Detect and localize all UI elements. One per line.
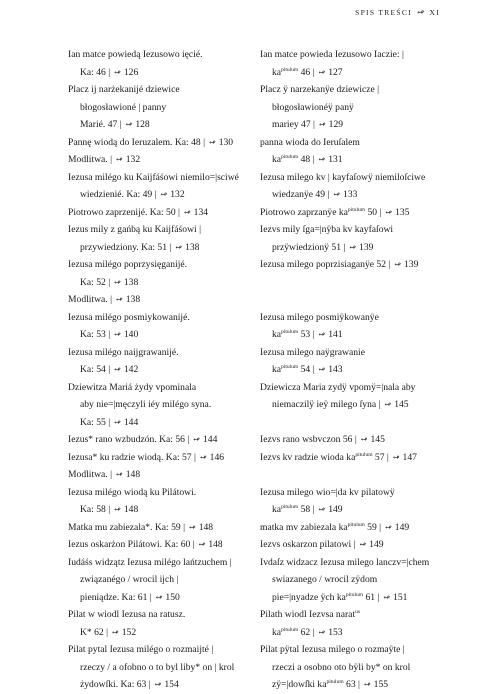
toc-line — [68, 379, 273, 397]
toc-line-text: swiazanego / wrocil zÿdom — [272, 574, 378, 585]
superscript-abbreviation: pitulum — [345, 591, 364, 598]
section-mark-icon: ↫ — [417, 7, 425, 17]
running-head — [355, 7, 440, 18]
section-mark-icon: ↫ — [347, 242, 359, 252]
page-reference: 130 — [218, 136, 234, 148]
page-reference: 133 — [343, 189, 358, 200]
toc-line-text: panna wioda do Ieruſalem — [260, 136, 360, 148]
toc-line — [68, 204, 273, 222]
toc-line — [68, 239, 273, 257]
page-reference: 149 — [394, 521, 410, 533]
section-mark-icon: ↫ — [152, 680, 164, 689]
toc-line-text: aby nie=|męczyli iéy milégo syna. — [80, 399, 212, 410]
toc-line — [260, 221, 465, 239]
page-reference: 144 — [123, 416, 139, 428]
toc-line-suffix: 61 | — [363, 591, 380, 603]
toc-line-text: Piotrowo zaprzanÿe ka — [260, 206, 348, 218]
toc-line-text: zÿ=|dowſki ka — [272, 679, 327, 690]
superscript-abbreviation: pitulum — [281, 503, 299, 510]
toc-line — [260, 519, 465, 537]
toc-line — [68, 344, 273, 362]
toc-line-text: Iezvs mily ſga=|nÿba kv kayfaſowi — [260, 224, 394, 235]
toc-line — [68, 431, 273, 449]
toc-line-text: Iezusa milego naÿgrawanie — [260, 346, 365, 358]
toc-line-text: błogosławionéÿ panÿ — [272, 101, 354, 113]
section-mark-icon: ↫ — [112, 330, 123, 339]
page-reference: 148 — [208, 539, 223, 550]
toc-line-text: matka mv zabiezala ka — [260, 521, 348, 533]
superscript-abbreviation: pitulum — [347, 206, 366, 213]
toc-line — [68, 676, 273, 694]
page-reference: 148 — [123, 504, 139, 515]
toc-line-text: Piotrowo zaprzenijé. Ka: 50 | — [68, 206, 180, 218]
toc-line — [68, 326, 273, 344]
section-mark-icon: ↫ — [392, 260, 404, 269]
page-reference: 127 — [328, 66, 343, 78]
toc-line-text: niemaczilÿ ieÿ milego ſyna | — [272, 399, 381, 410]
superscript-abbreviation: pitulum — [355, 451, 373, 458]
page-reference: 145 — [394, 399, 409, 410]
toc-line — [68, 134, 273, 152]
toc-line-text: Iudáśs widzątz Iezusa milégo lańtzuchem | — [68, 556, 232, 568]
toc-line-text: Iezusa milégo posmiykowanijé. — [68, 311, 190, 323]
toc-line-text: Iezusa milégo naijgrawanijé. — [68, 346, 179, 358]
toc-line — [260, 186, 465, 204]
toc-line-suffix: 54 | — [298, 364, 315, 375]
toc-line-text: związanégo / wrocil ijch | — [80, 574, 179, 585]
section-mark-icon: ↫ — [112, 277, 123, 287]
toc-line-text: Iezusa* ku radzie wiodą. Ka: 57 | — [68, 451, 196, 463]
toc-line — [68, 659, 273, 677]
toc-line-text: Iezvs rano wsbvczon 56 | — [260, 434, 357, 445]
toc-line-text: Placz ij narżekanijé dziewice — [68, 84, 180, 95]
toc-line — [68, 309, 273, 327]
toc-line — [260, 116, 465, 134]
toc-line-text: Pilat pÿtal Iezusa milego o rozmaÿte | — [260, 644, 405, 655]
page-reference: 146 — [209, 451, 225, 463]
toc-line — [260, 46, 465, 64]
toc-column-right — [260, 46, 465, 694]
toc-line-text: przywiedziony. Ka: 51 | — [80, 241, 172, 253]
toc-line-text: Ka: 52 | — [80, 276, 111, 288]
toc-line — [260, 204, 465, 222]
toc-line — [260, 291, 465, 309]
section-mark-icon: ↫ — [112, 365, 123, 374]
toc-line-suffix: 62 | — [298, 626, 315, 638]
superscript-abbreviation: pitulum — [281, 328, 299, 335]
toc-line-text: Iezusa milego poprzisiaganÿe 52 | — [260, 259, 391, 270]
toc-line-text: Iezusa milégo poprzysięganijé. — [68, 259, 188, 270]
toc-line — [68, 449, 273, 467]
toc-line — [68, 414, 273, 432]
section-mark-icon: ↫ — [316, 365, 328, 374]
section-mark-icon: ↫ — [316, 67, 328, 77]
toc-line-text: Ka: 54 | — [80, 364, 111, 375]
toc-line-text: Iezusa milégo wiodą ku Pilátowi. — [68, 486, 197, 498]
section-mark-icon: ↫ — [357, 540, 369, 549]
toc-line-text: Iezusa milego wio=|da kv pilatowÿ — [260, 486, 395, 498]
toc-line-text: Matka mu zabiezala*. Ka: 59 | — [68, 521, 185, 533]
section-mark-icon: ↫ — [158, 190, 170, 199]
section-mark-icon: ↫ — [316, 155, 328, 164]
page-reference: 155 — [373, 679, 389, 690]
toc-line-text: K* 62 | — [80, 626, 109, 638]
page-reference: 147 — [402, 451, 417, 463]
toc-line — [260, 589, 465, 607]
toc-line — [68, 396, 273, 414]
toc-line — [68, 221, 273, 239]
page-reference: 151 — [393, 591, 408, 603]
section-mark-icon: ↫ — [207, 137, 218, 147]
section-mark-icon: ↫ — [173, 242, 185, 252]
toc-line — [260, 274, 465, 292]
section-mark-icon: ↫ — [390, 452, 402, 462]
toc-line-suffix: 63 | — [343, 679, 360, 690]
toc-line — [260, 99, 465, 117]
section-mark-icon: ↫ — [316, 120, 328, 129]
page-reference: 139 — [359, 241, 374, 253]
toc-line — [260, 466, 465, 484]
running-head-title: SPIS TREŚCI — [355, 8, 412, 17]
toc-line-suffix: 50 | — [365, 206, 382, 218]
toc-line — [68, 361, 273, 379]
toc-line — [68, 186, 273, 204]
toc-line-text: Marié. 47 | — [80, 119, 122, 130]
section-mark-icon: ↫ — [112, 67, 123, 77]
toc-line — [260, 309, 465, 327]
page-reference: 153 — [328, 626, 343, 638]
page-reference: 128 — [135, 119, 150, 130]
page-reference: 126 — [123, 66, 139, 78]
superscript-abbreviation: pitulum — [281, 66, 299, 73]
section-mark-icon: ↫ — [191, 435, 202, 444]
toc-line-text: Iezus mily z gańbą ku Kaijfáśowi | — [68, 224, 201, 235]
toc-line — [68, 571, 273, 589]
toc-line — [260, 624, 465, 642]
section-mark-icon: ↫ — [112, 505, 123, 514]
toc-line-text: wiedzienié. Ka: 49 | — [80, 189, 157, 200]
section-mark-icon: ↫ — [316, 505, 328, 514]
toc-line-suffix: 59 | — [364, 521, 382, 533]
toc-line — [68, 624, 273, 642]
page-reference: 138 — [123, 276, 139, 288]
toc-line-suffix: 58 | — [298, 504, 315, 515]
toc-line — [68, 64, 273, 82]
page-reference: 152 — [121, 626, 137, 638]
toc-line-text: Modlitwa. | — [68, 469, 113, 480]
toc-line-suffix: 48 | — [298, 154, 315, 165]
toc-line — [68, 99, 273, 117]
toc-line — [68, 116, 273, 134]
toc-column-left — [68, 46, 273, 694]
page-number: XI — [429, 8, 440, 17]
toc-line-text: Iezusa milego posmiÿkowanÿe — [260, 311, 379, 323]
toc-line — [68, 641, 273, 659]
toc-line-text: ka — [272, 329, 282, 340]
toc-line — [260, 414, 465, 432]
superscript-abbreviation: us — [355, 608, 360, 615]
section-mark-icon: ↫ — [112, 417, 123, 427]
toc-line — [260, 606, 465, 624]
section-mark-icon: ↫ — [110, 627, 121, 637]
page-reference: 149 — [369, 539, 384, 550]
page-reference: 135 — [395, 206, 410, 218]
toc-line — [260, 326, 465, 344]
page-reference: 132 — [170, 189, 185, 200]
toc-line-text: Dziewitza Mariá żydy vpominala — [68, 381, 197, 393]
page-reference: 129 — [328, 119, 344, 130]
toc-line-text: pie=|nyadze ÿch ka — [272, 591, 346, 603]
toc-line-text: Iezusa milego kv | kayfaſowÿ niemiloſciwe — [260, 171, 426, 183]
section-mark-icon: ↫ — [331, 190, 343, 199]
section-mark-icon: ↫ — [153, 592, 165, 602]
toc-line-text: Pilat w wiodl Iezusa na ratusz. — [68, 609, 186, 620]
toc-line-text: Pilat pytal Iezusa milégo o rozmaijté | — [68, 644, 214, 655]
toc-line-text: ka — [272, 504, 282, 515]
toc-line-text: Iezusa milégo ku Kaijfáśowi niemilo=|sciwé — [68, 171, 239, 183]
page-reference: 142 — [123, 364, 139, 375]
toc-line — [260, 81, 465, 99]
section-mark-icon: ↫ — [383, 207, 395, 217]
toc-line — [68, 519, 273, 537]
toc-line-text: Dziewicza Maria zydÿ vpomÿ=|nala aby — [260, 381, 416, 393]
toc-line — [260, 484, 465, 502]
toc-line — [260, 659, 465, 677]
section-mark-icon: ↫ — [361, 680, 373, 689]
page-reference: 140 — [123, 329, 139, 340]
page-reference: 131 — [328, 154, 343, 165]
superscript-abbreviation: pitulum — [347, 521, 365, 528]
section-mark-icon: ↫ — [316, 330, 328, 339]
toc-line-text: ka — [272, 626, 282, 638]
page-reference: 144 — [202, 434, 218, 445]
toc-line — [68, 291, 273, 309]
toc-line — [260, 571, 465, 589]
toc-line — [68, 81, 273, 99]
toc-line-text: Pilath wiodl Iezvsa narat — [260, 609, 356, 620]
toc-line — [68, 46, 273, 64]
toc-line — [260, 536, 465, 554]
toc-line-text: błogosławioné | panny — [80, 101, 167, 113]
section-mark-icon: ↫ — [381, 592, 393, 602]
toc-line-text: Ka: 46 | — [80, 66, 111, 78]
page-reference: 148 — [125, 469, 141, 480]
section-mark-icon: ↫ — [316, 627, 328, 637]
toc-line — [260, 501, 465, 519]
toc-line-suffix: 53 | — [298, 329, 315, 340]
page-reference: 139 — [404, 259, 419, 270]
toc-line-text: Modlitwa. | — [68, 154, 113, 165]
section-mark-icon: ↫ — [123, 120, 135, 129]
section-mark-icon: ↫ — [382, 400, 394, 409]
toc-line — [260, 676, 465, 694]
toc-line — [68, 536, 273, 554]
toc-line — [68, 256, 273, 274]
toc-line-text: ka — [272, 66, 282, 78]
toc-line-text: rzeczy / a ofobno o to byl liby* on | krol — [80, 661, 235, 673]
toc-line-text: Iezus oskarżon Pilátowi. Ka: 60 | — [68, 539, 195, 550]
toc-line-text: Modlitwa. | — [68, 294, 113, 305]
superscript-abbreviation: pitulum — [326, 678, 344, 685]
page-reference: 150 — [165, 591, 180, 603]
section-mark-icon: ↫ — [196, 540, 208, 549]
toc-line-text: Iezvs oskarzon pilatowi | — [260, 539, 356, 550]
toc-line-text: Ka: 55 | — [80, 416, 111, 428]
toc-line-text: Iezus* rano wzbudzón. Ka: 56 | — [68, 434, 190, 445]
page-reference: 148 — [198, 521, 214, 533]
toc-line-text: Pannę wiodą do Ieruzalem. Ka: 48 | — [68, 136, 205, 148]
toc-line — [260, 64, 465, 82]
page-reference: 143 — [328, 364, 343, 375]
section-mark-icon: ↫ — [114, 470, 125, 479]
toc-line — [260, 134, 465, 152]
toc-line-text: mariey 47 | — [272, 119, 315, 130]
page-reference: 154 — [164, 679, 179, 690]
toc-line-text: Ivdaſz widzacz Iezusa milego lanczv=|chem — [260, 556, 430, 568]
superscript-abbreviation: pitulum — [281, 363, 299, 370]
toc-line — [68, 589, 273, 607]
toc-line — [260, 169, 465, 187]
toc-line — [260, 554, 465, 572]
toc-line — [260, 641, 465, 659]
toc-line-text: Ian matce powiedą Iezusowo ięcié. — [68, 49, 203, 60]
superscript-abbreviation: pitulum — [281, 153, 299, 160]
toc-line-text: żydowſki. Ka: 63 | — [80, 679, 151, 690]
toc-line-text: ka — [272, 364, 282, 375]
section-mark-icon: ↫ — [114, 155, 125, 164]
section-mark-icon: ↫ — [181, 207, 193, 217]
toc-line — [260, 344, 465, 362]
section-mark-icon: ↫ — [383, 522, 394, 532]
toc-line — [260, 431, 465, 449]
toc-line — [68, 554, 273, 572]
toc-line — [68, 466, 273, 484]
page-reference: 145 — [370, 434, 385, 445]
page-reference: 134 — [193, 206, 209, 218]
toc-line — [260, 449, 465, 467]
toc-line — [68, 169, 273, 187]
toc-line-text: rzeczi a osobno oto bÿli by* on krol — [272, 661, 411, 673]
toc-line-text: Ka: 58 | — [80, 504, 111, 515]
toc-line-suffix: 57 | — [372, 451, 389, 463]
section-mark-icon: ↫ — [197, 452, 209, 462]
toc-line — [68, 606, 273, 624]
toc-line — [68, 501, 273, 519]
toc-line-suffix: 46 | — [298, 66, 315, 78]
toc-line — [68, 484, 273, 502]
toc-line — [260, 361, 465, 379]
toc-line — [260, 396, 465, 414]
superscript-abbreviation: pitulum — [281, 626, 299, 633]
toc-line — [260, 239, 465, 257]
toc-line — [260, 151, 465, 169]
toc-line-text: przÿwiedzionÿ 51 | — [272, 241, 346, 253]
page-reference: 138 — [125, 294, 141, 305]
toc-line — [260, 256, 465, 274]
toc-line — [68, 274, 273, 292]
toc-line-text: pieniądze. Ka: 61 | — [80, 591, 152, 603]
page-reference: 138 — [185, 241, 200, 253]
toc-line-text: Iezvs kv radzie wioda ka — [260, 451, 356, 463]
section-mark-icon: ↫ — [187, 522, 198, 532]
toc-line-text: Ka: 53 | — [80, 329, 111, 340]
section-mark-icon: ↫ — [358, 435, 370, 444]
toc-line-text: Ian matce powieda Iezusowo Iaczie: | — [260, 49, 404, 60]
section-mark-icon: ↫ — [114, 295, 125, 304]
toc-line — [260, 379, 465, 397]
page-reference: 149 — [328, 504, 343, 515]
toc-line-text: ka — [272, 154, 282, 165]
toc-line — [68, 151, 273, 169]
toc-line-text: wiedzanÿe 49 | — [272, 189, 330, 200]
toc-line-text: Placz ÿ narzekanÿe dziewicze | — [260, 84, 380, 95]
page-reference: 132 — [125, 154, 141, 165]
page-reference: 141 — [328, 329, 343, 340]
